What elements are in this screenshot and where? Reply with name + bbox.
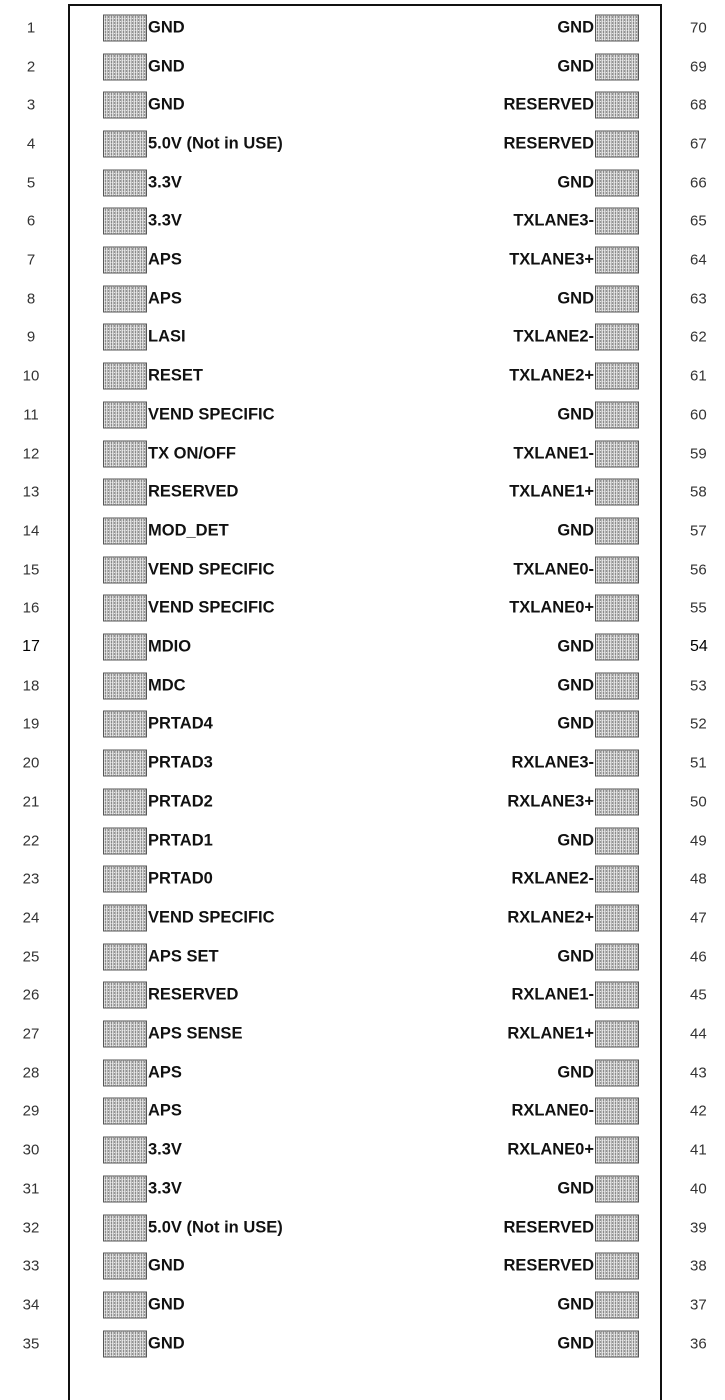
right-pin-pad — [595, 169, 639, 196]
left-signal-label: 3.3V — [148, 211, 182, 230]
left-pin-number: 9 — [26, 328, 36, 346]
left-pin-pad — [103, 479, 147, 506]
left-pin-number: 15 — [22, 561, 40, 579]
right-pin-pad — [595, 634, 639, 661]
left-pin-number: 34 — [22, 1296, 40, 1314]
left-signal-label: GND — [148, 1334, 185, 1353]
left-signal-label: MDC — [148, 676, 186, 695]
pin-row — [0, 512, 725, 551]
left-signal-label: MOD_DET — [148, 521, 229, 540]
right-pin-number: 65 — [690, 212, 707, 230]
pin-row — [0, 125, 725, 164]
left-pin-number: 35 — [22, 1335, 40, 1353]
left-pin-pad — [103, 904, 147, 931]
left-signal-label: GND — [148, 1295, 185, 1314]
right-signal-label: GND — [557, 405, 594, 424]
right-signal-label: TXLANE1+ — [509, 482, 594, 501]
right-pin-number: 50 — [690, 793, 707, 811]
right-signal-label: RXLANE3+ — [507, 792, 594, 811]
right-pin-pad — [595, 92, 639, 119]
pin-row — [0, 899, 725, 938]
left-signal-label: RESERVED — [148, 482, 239, 501]
right-pin-pad — [595, 14, 639, 41]
left-signal-label: APS — [148, 1101, 182, 1120]
right-pin-pad — [595, 672, 639, 699]
pin-row — [0, 666, 725, 705]
left-signal-label: VEND SPECIFIC — [148, 598, 275, 617]
right-pin-number: 53 — [690, 677, 707, 695]
right-pin-number: 52 — [690, 715, 707, 733]
right-signal-label: TXLANE3+ — [509, 250, 594, 269]
left-pin-pad — [103, 363, 147, 390]
left-signal-label: VEND SPECIFIC — [148, 908, 275, 927]
pin-row — [0, 1015, 725, 1054]
left-pin-number: 28 — [22, 1064, 40, 1082]
right-signal-label: GND — [557, 637, 594, 656]
right-pin-pad — [595, 440, 639, 467]
left-pin-number: 1 — [26, 19, 36, 37]
right-pin-pad — [595, 247, 639, 274]
right-pin-number: 58 — [690, 483, 707, 501]
right-pin-pad — [595, 711, 639, 738]
right-signal-label: GND — [557, 1063, 594, 1082]
pin-row — [0, 783, 725, 822]
left-pin-number: 12 — [22, 445, 40, 463]
right-pin-number: 64 — [690, 251, 707, 269]
right-pin-number: 47 — [690, 909, 707, 927]
right-signal-label: TXLANE1- — [513, 444, 594, 463]
left-signal-label: MDIO — [148, 637, 192, 656]
pin-row — [0, 1170, 725, 1209]
left-pin-pad — [103, 130, 147, 157]
right-pin-number: 42 — [690, 1102, 707, 1120]
right-signal-label: RXLANE2+ — [507, 908, 594, 927]
right-pin-number: 61 — [690, 367, 707, 385]
right-pin-number: 44 — [690, 1025, 707, 1043]
right-signal-label: GND — [557, 18, 594, 37]
left-signal-label: 3.3V — [148, 173, 182, 192]
left-pin-number: 30 — [22, 1141, 40, 1159]
right-pin-pad — [595, 53, 639, 80]
right-pin-number: 59 — [690, 445, 707, 463]
left-pin-pad — [103, 53, 147, 80]
right-signal-label: RXLANE0+ — [507, 1140, 594, 1159]
right-pin-pad — [595, 595, 639, 622]
right-pin-pad — [595, 556, 639, 583]
right-pin-pad — [595, 1098, 639, 1125]
left-pin-pad — [103, 324, 147, 351]
left-pin-number: 32 — [22, 1219, 40, 1237]
left-pin-number: 3 — [26, 96, 36, 114]
left-pin-pad — [103, 827, 147, 854]
right-pin-number: 37 — [690, 1296, 707, 1314]
left-signal-label: 5.0V (Not in USE) — [148, 1218, 283, 1237]
right-pin-pad — [595, 517, 639, 544]
right-pin-pad — [595, 363, 639, 390]
left-signal-label: LASI — [148, 327, 186, 346]
right-pin-pad — [595, 208, 639, 235]
right-pin-number: 60 — [690, 406, 707, 424]
pin-row — [0, 1286, 725, 1325]
right-pin-pad — [595, 1059, 639, 1086]
left-pin-number: 13 — [22, 483, 40, 501]
left-pin-number: 19 — [22, 715, 40, 733]
left-pin-number: 24 — [22, 909, 40, 927]
right-pin-number: 63 — [690, 290, 707, 308]
left-pin-number: 33 — [22, 1257, 40, 1275]
right-signal-label: GND — [557, 676, 594, 695]
right-pin-number: 48 — [690, 870, 707, 888]
right-signal-label: TXLANE2+ — [509, 366, 594, 385]
right-signal-label: GND — [557, 1295, 594, 1314]
left-pin-pad — [103, 982, 147, 1009]
right-pin-number: 67 — [690, 135, 707, 153]
pin-row — [0, 318, 725, 357]
left-pin-number: 22 — [22, 832, 40, 850]
right-signal-label: RESERVED — [503, 95, 594, 114]
right-pin-pad — [595, 750, 639, 777]
right-pin-number: 40 — [690, 1180, 707, 1198]
left-pin-number: 2 — [26, 58, 36, 76]
left-signal-label: PRTAD3 — [148, 753, 213, 772]
right-pin-number: 57 — [690, 522, 707, 540]
left-pin-number: 5 — [26, 174, 36, 192]
right-pin-number: 39 — [690, 1219, 707, 1237]
left-signal-label: VEND SPECIFIC — [148, 560, 275, 579]
pin-row — [0, 163, 725, 202]
left-signal-label: APS SENSE — [148, 1024, 243, 1043]
pin-row — [0, 589, 725, 628]
left-pin-number: 17 — [22, 638, 40, 656]
left-pin-pad — [103, 672, 147, 699]
left-pin-pad — [103, 169, 147, 196]
right-signal-label: RESERVED — [503, 134, 594, 153]
right-pin-number: 36 — [690, 1335, 707, 1353]
left-signal-label: 3.3V — [148, 1140, 182, 1159]
right-pin-pad — [595, 1330, 639, 1357]
left-pin-number: 27 — [22, 1025, 40, 1043]
left-signal-label: 5.0V (Not in USE) — [148, 134, 283, 153]
right-signal-label: RXLANE0- — [511, 1101, 594, 1120]
left-pin-pad — [103, 595, 147, 622]
left-pin-pad — [103, 1214, 147, 1241]
pin-row — [0, 1053, 725, 1092]
left-signal-label: GND — [148, 18, 185, 37]
pin-row — [0, 473, 725, 512]
pin-row — [0, 937, 725, 976]
pin-row — [0, 1131, 725, 1170]
left-signal-label: VEND SPECIFIC — [148, 405, 275, 424]
left-pin-pad — [103, 1291, 147, 1318]
right-signal-label: RESERVED — [503, 1256, 594, 1275]
pin-row — [0, 705, 725, 744]
right-pin-pad — [595, 130, 639, 157]
left-pin-number: 6 — [26, 212, 36, 230]
right-pin-pad — [595, 285, 639, 312]
right-pin-number: 43 — [690, 1064, 707, 1082]
right-signal-label: RXLANE1- — [511, 985, 594, 1004]
left-pin-number: 8 — [26, 290, 36, 308]
right-signal-label: GND — [557, 521, 594, 540]
right-signal-label: TXLANE0+ — [509, 598, 594, 617]
left-signal-label: APS — [148, 250, 182, 269]
right-pin-pad — [595, 1021, 639, 1048]
right-signal-label: RXLANE3- — [511, 753, 594, 772]
left-pin-pad — [103, 1175, 147, 1202]
right-signal-label: GND — [557, 1334, 594, 1353]
left-signal-label: TX ON/OFF — [148, 444, 236, 463]
right-pin-number: 70 — [690, 19, 707, 37]
right-signal-label: GND — [557, 714, 594, 733]
right-signal-label: GND — [557, 947, 594, 966]
left-pin-number: 14 — [22, 522, 40, 540]
right-pin-number: 66 — [690, 174, 707, 192]
pin-row — [0, 1247, 725, 1286]
left-pin-pad — [103, 866, 147, 893]
left-pin-pad — [103, 247, 147, 274]
left-pin-pad — [103, 1098, 147, 1125]
right-pin-pad — [595, 479, 639, 506]
left-signal-label: RESET — [148, 366, 204, 385]
left-pin-pad — [103, 750, 147, 777]
right-signal-label: RXLANE1+ — [507, 1024, 594, 1043]
left-pin-pad — [103, 285, 147, 312]
pin-row — [0, 1092, 725, 1131]
left-pin-pad — [103, 634, 147, 661]
right-signal-label: RESERVED — [503, 1218, 594, 1237]
pin-row — [0, 744, 725, 783]
left-pin-pad — [103, 788, 147, 815]
left-pin-pad — [103, 556, 147, 583]
left-pin-pad — [103, 943, 147, 970]
right-pin-pad — [595, 982, 639, 1009]
left-signal-label: APS SET — [148, 947, 219, 966]
left-pin-pad — [103, 440, 147, 467]
right-pin-pad — [595, 1253, 639, 1280]
right-signal-label: GND — [557, 289, 594, 308]
left-signal-label: PRTAD2 — [148, 792, 213, 811]
pin-row — [0, 47, 725, 86]
left-pin-number: 25 — [22, 948, 40, 966]
right-pin-pad — [595, 1137, 639, 1164]
right-pin-pad — [595, 788, 639, 815]
left-signal-label: APS — [148, 1063, 182, 1082]
right-pin-pad — [595, 866, 639, 893]
left-pin-pad — [103, 1330, 147, 1357]
right-pin-pad — [595, 943, 639, 970]
pin-row — [0, 628, 725, 667]
right-pin-pad — [595, 401, 639, 428]
right-pin-number: 51 — [690, 754, 707, 772]
left-pin-pad — [103, 401, 147, 428]
right-signal-label: GND — [557, 173, 594, 192]
left-signal-label: RESERVED — [148, 985, 239, 1004]
left-pin-pad — [103, 1253, 147, 1280]
right-pin-number: 54 — [690, 638, 708, 656]
right-signal-label: TXLANE2- — [513, 327, 594, 346]
right-pin-number: 69 — [690, 58, 707, 76]
right-pin-number: 38 — [690, 1257, 707, 1275]
pin-row — [0, 202, 725, 241]
left-pin-number: 18 — [22, 677, 40, 695]
right-pin-pad — [595, 1175, 639, 1202]
left-pin-pad — [103, 208, 147, 235]
left-pin-pad — [103, 92, 147, 119]
right-signal-label: TXLANE3- — [513, 211, 594, 230]
left-pin-pad — [103, 711, 147, 738]
left-signal-label: PRTAD1 — [148, 831, 213, 850]
left-signal-label: GND — [148, 57, 185, 76]
left-pin-number: 20 — [22, 754, 40, 772]
right-pin-number: 62 — [690, 328, 707, 346]
left-pin-pad — [103, 1059, 147, 1086]
left-pin-pad — [103, 517, 147, 544]
right-signal-label: GND — [557, 1179, 594, 1198]
right-pin-number: 68 — [690, 96, 707, 114]
left-signal-label: PRTAD0 — [148, 869, 213, 888]
pin-row — [0, 1208, 725, 1247]
right-pin-number: 56 — [690, 561, 707, 579]
pin-row — [0, 1324, 725, 1363]
left-signal-label: 3.3V — [148, 1179, 182, 1198]
right-pin-pad — [595, 324, 639, 351]
left-pin-number: 7 — [26, 251, 36, 269]
right-pin-number: 49 — [690, 832, 707, 850]
left-pin-number: 26 — [22, 986, 40, 1004]
right-signal-label: GND — [557, 57, 594, 76]
left-pin-pad — [103, 1137, 147, 1164]
left-pin-number: 10 — [22, 367, 40, 385]
left-pin-number: 23 — [22, 870, 40, 888]
pin-row — [0, 241, 725, 280]
left-signal-label: APS — [148, 289, 182, 308]
right-pin-pad — [595, 1291, 639, 1318]
left-pin-number: 16 — [22, 599, 40, 617]
pin-row — [0, 357, 725, 396]
right-pin-number: 55 — [690, 599, 707, 617]
pin-row — [0, 396, 725, 435]
pin-row — [0, 976, 725, 1015]
left-pin-number: 21 — [22, 793, 40, 811]
right-pin-number: 45 — [690, 986, 707, 1004]
left-signal-label: GND — [148, 1256, 185, 1275]
right-signal-label: RXLANE2- — [511, 869, 594, 888]
right-pin-number: 41 — [690, 1141, 707, 1159]
right-pin-pad — [595, 1214, 639, 1241]
pin-row — [0, 550, 725, 589]
pin-row — [0, 860, 725, 899]
left-pin-number: 4 — [26, 135, 36, 153]
left-pin-number: 11 — [23, 406, 39, 424]
left-pin-pad — [103, 1021, 147, 1048]
pin-row — [0, 279, 725, 318]
right-pin-pad — [595, 904, 639, 931]
left-pin-number: 29 — [22, 1102, 40, 1120]
pin-row — [0, 9, 725, 48]
right-signal-label: GND — [557, 831, 594, 850]
left-signal-label: GND — [148, 95, 185, 114]
pin-row — [0, 434, 725, 473]
left-pin-pad — [103, 14, 147, 41]
right-pin-pad — [595, 827, 639, 854]
pin-row — [0, 86, 725, 125]
left-pin-number: 31 — [22, 1180, 40, 1198]
left-signal-label: PRTAD4 — [148, 714, 213, 733]
right-signal-label: TXLANE0- — [513, 560, 594, 579]
right-pin-number: 46 — [690, 948, 707, 966]
pin-row — [0, 821, 725, 860]
